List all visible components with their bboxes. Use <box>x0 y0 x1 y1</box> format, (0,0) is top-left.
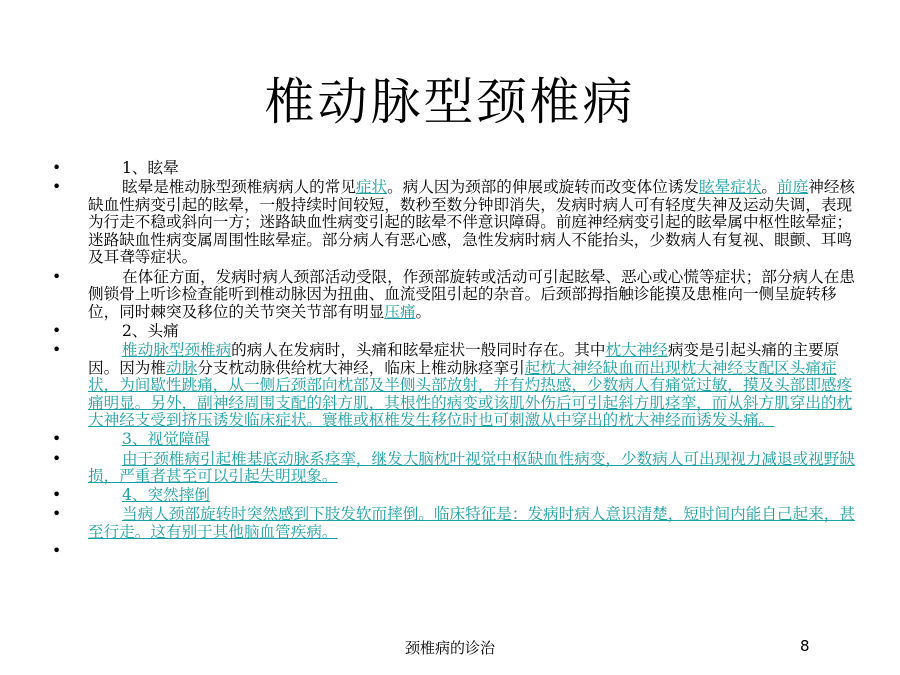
text-run: 。 <box>761 178 778 197</box>
bullet-dot: • <box>52 159 62 177</box>
item-text <box>88 505 855 541</box>
hyperlink-text[interactable]: 起枕大神经缺血而出现枕大神经支配区头痛症状，为间歇性跳痛，从一侧后颈部向枕部及半侧头部放射，并有灼热感，少数病人有痛觉过敏，摸及头部即感疼痛明显。另外，副神经周围支配的斜方肌，其根性的病变或该肌外伤后可引起斜方肌痉挛，而从斜方肌穿出的枕大神经支受到挤压诱发临床症状。寰椎或枢椎发生移位时也可刺激从中穿出的枕大神经而诱发头痛。 <box>88 358 853 430</box>
hyperlink-text[interactable]: 4、突然摔倒 <box>122 486 210 505</box>
item-text <box>122 486 210 504</box>
text-run: 的病人在发病时，头痛和眩晕症状一般同时存在。其中 <box>231 340 606 359</box>
text-run: 。病人因为颈部的伸展或旋转而改变体位诱发 <box>387 178 700 197</box>
list-item <box>52 431 867 449</box>
bullet-dot: • <box>52 430 62 449</box>
hyperlink-text[interactable]: 症状 <box>355 178 388 197</box>
text-run: 病变是引起头痛的主要原因。因为椎 <box>88 340 840 377</box>
page-number: 8 <box>800 637 810 655</box>
bullet-dot: • <box>52 505 62 524</box>
item-text <box>88 341 852 429</box>
item-text <box>88 268 855 321</box>
item-text <box>122 322 179 340</box>
hyperlink-text[interactable]: 动脉 <box>165 358 198 377</box>
bullet-list <box>52 160 867 562</box>
bullet-dot: • <box>52 449 62 468</box>
bullet-dot: • <box>52 178 62 197</box>
hyperlink-text[interactable]: 3、视觉障碍 <box>122 430 210 449</box>
list-item <box>52 506 867 541</box>
footer-text: 颈椎病的诊治 <box>404 639 495 657</box>
text-run: 分支枕动脉供给枕大神经，临床上椎动脉痉挛引 <box>197 358 525 377</box>
list-item <box>52 160 867 178</box>
bullet-dot: • <box>52 541 62 560</box>
item-text <box>88 178 855 266</box>
hyperlink-text[interactable]: 当病人颈部旋转时突然感到下肢发软而摔倒。临床特征是：发病时病人意识清楚，短时间内能自己起来，甚至行走。这有别于其他脑血管疾病。 <box>88 505 855 541</box>
hyperlink-text[interactable]: 压痛 <box>384 302 416 321</box>
bullet-dot: • <box>52 267 62 286</box>
bullet-dot: • <box>52 486 62 505</box>
hyperlink-text[interactable]: 由于颈椎病引起椎基底动脉系痉挛，继发大脑枕叶视觉中枢缺血性病变，少数病人可出现视力减退或视野缺损，严重者甚至可以引起失明现象。 <box>88 449 855 486</box>
list-item <box>52 543 867 561</box>
text-run: 神经核缺血性病变引起的眩晕，一般持续时间较短，数秒至数分钟即消失，发病时病人可有轻度失神及运动失调，表现为行走不稳或斜向一方；迷路缺血性病变引起的眩晕不伴意识障碍。前庭神经病变引起的眩晕属中枢性眩晕症；迷路缺血性病变属周围性眩晕症。部分病人有恶心感，急性发病时病人不能抬头，少数病人有复视、眼颤、耳鸣及耳聋等症状。 <box>88 178 856 267</box>
item-text <box>122 430 210 448</box>
list-item <box>52 179 867 267</box>
item-text <box>122 159 179 177</box>
hyperlink-text[interactable]: 前庭 <box>777 178 809 197</box>
list-item <box>52 342 867 430</box>
bullet-dot: • <box>52 321 62 340</box>
list-item <box>52 323 867 341</box>
text-run: 2、头痛 <box>122 321 179 340</box>
text-run: 。 <box>415 302 432 321</box>
hyperlink-text[interactable]: 眩晕症状 <box>699 178 762 197</box>
item-text <box>88 450 855 486</box>
hyperlink-text[interactable]: 椎动脉型颈椎病 <box>122 340 232 359</box>
text-run: 1、眩晕 <box>122 159 179 177</box>
slide-title: 椎动脉型颈椎病 <box>264 73 636 131</box>
list-item <box>52 487 867 505</box>
list-item <box>52 451 867 486</box>
bullet-dot: • <box>52 340 62 359</box>
text-run: 眩晕是椎动脉型颈椎病病人的常见 <box>122 178 356 197</box>
hyperlink-text[interactable]: 枕大神经 <box>605 340 668 359</box>
text-run: 在体征方面，发病时病人颈部活动受限，作颈部旋转或活动可引起眩晕、恶心或心慌等症状；部分病人在患侧锁骨上听诊检查能听到椎动脉因为扭曲、血流受阻引起的杂音。后颈部拇指触诊能摸及患椎向一侧呈旋转移位，同时棘突及移位的关节突关节部有明显 <box>88 267 855 321</box>
list-item <box>52 269 867 322</box>
